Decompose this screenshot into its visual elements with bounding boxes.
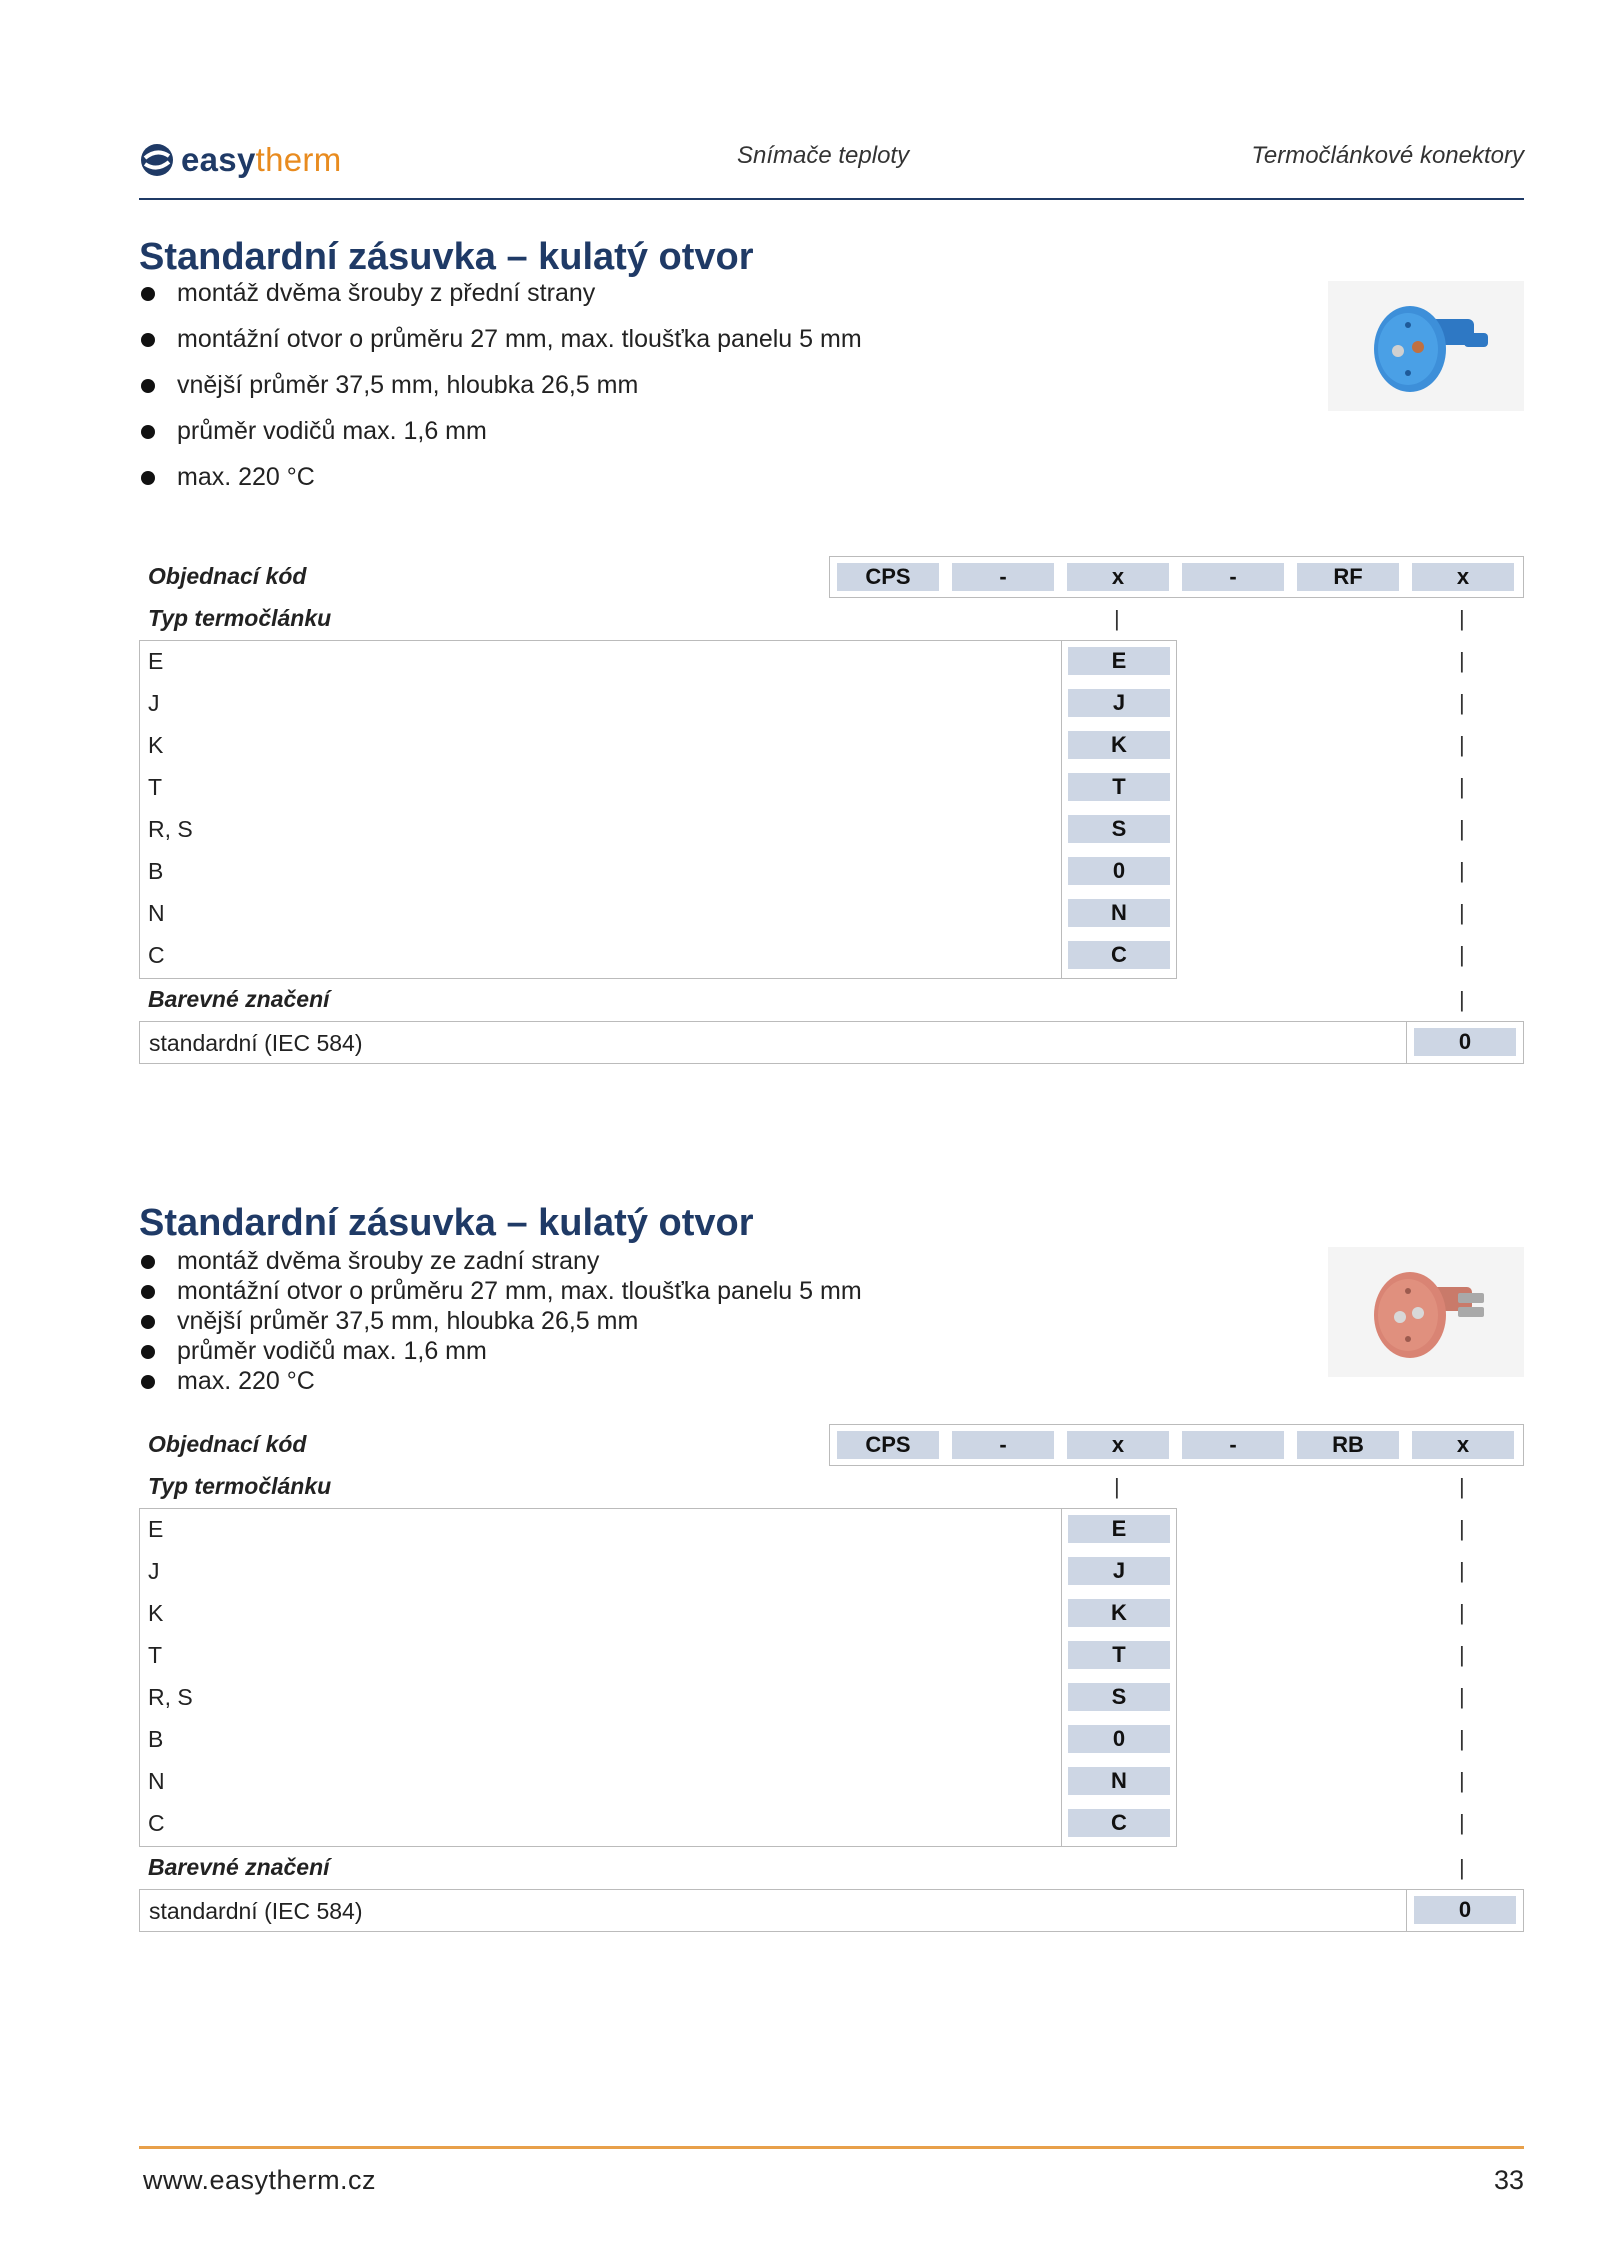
code-segment: RB bbox=[1297, 1431, 1399, 1459]
connector-pipe: | bbox=[1459, 732, 1465, 757]
color-option-name: standardní (IEC 584) bbox=[149, 1898, 363, 1924]
easytherm-logo[interactable] bbox=[139, 138, 341, 182]
type-code: 0 bbox=[1068, 857, 1170, 885]
color-option-row bbox=[139, 1889, 1524, 1932]
connector-pipe: | bbox=[1114, 1474, 1120, 1499]
connector-pipe: | bbox=[1459, 648, 1465, 673]
column-divider bbox=[1406, 1890, 1407, 1931]
type-row bbox=[139, 766, 1524, 808]
code-segment: CPS bbox=[837, 1431, 939, 1459]
connector-pipe: | bbox=[1459, 900, 1465, 925]
type-code: C bbox=[1068, 941, 1170, 969]
type-row bbox=[139, 934, 1524, 976]
section-title: Standardní zásuvka – kulatý otvor bbox=[139, 1202, 754, 1244]
type-row bbox=[139, 892, 1524, 934]
order-code-label: Objednací kód bbox=[148, 1431, 307, 1457]
feature-item: montážní otvor o průměru 27 mm, max. tloušťka panelu 5 mm bbox=[139, 324, 862, 370]
connector-pipe: | bbox=[1459, 1558, 1465, 1583]
page-number: 33 bbox=[1493, 2165, 1524, 2195]
connector-pipe: | bbox=[1459, 987, 1465, 1012]
connector-pipe: | bbox=[1459, 1726, 1465, 1751]
type-name: C bbox=[148, 942, 165, 968]
type-header-row bbox=[139, 1466, 1524, 1508]
type-row bbox=[139, 1760, 1524, 1802]
type-row bbox=[139, 640, 1524, 682]
type-code: C bbox=[1068, 1809, 1170, 1837]
order-code-bar bbox=[829, 556, 1524, 598]
type-code: J bbox=[1068, 689, 1170, 717]
order-code-bar bbox=[829, 1424, 1524, 1466]
type-label: Typ termočlánku bbox=[148, 605, 332, 631]
type-name: R, S bbox=[148, 1684, 193, 1710]
feature-item: montáž dvěma šrouby ze zadní strany bbox=[139, 1246, 862, 1276]
code-segment: x bbox=[1412, 563, 1514, 591]
type-name: K bbox=[148, 1600, 164, 1626]
feature-item: průměr vodičů max. 1,6 mm bbox=[139, 1336, 862, 1366]
feature-item: max. 220 °C bbox=[139, 462, 862, 508]
color-option-code: 0 bbox=[1414, 1028, 1516, 1056]
product-photo bbox=[1328, 281, 1524, 411]
code-segment: x bbox=[1067, 1431, 1169, 1459]
connector-pipe: | bbox=[1459, 606, 1465, 631]
color-label: Barevné značení bbox=[148, 1854, 330, 1880]
section-title: Standardní zásuvka – kulatý otvor bbox=[139, 236, 754, 278]
type-code: E bbox=[1068, 647, 1170, 675]
code-segment: - bbox=[1182, 563, 1284, 591]
type-row bbox=[139, 1508, 1524, 1550]
connector-pipe: | bbox=[1459, 1642, 1465, 1667]
type-code: N bbox=[1068, 899, 1170, 927]
connector-pipe: | bbox=[1459, 1768, 1465, 1793]
type-row bbox=[139, 1718, 1524, 1760]
feature-item: vnější průměr 37,5 mm, hloubka 26,5 mm bbox=[139, 370, 862, 416]
type-row bbox=[139, 1592, 1524, 1634]
type-code: T bbox=[1068, 773, 1170, 801]
header-category: Snímače teploty bbox=[737, 142, 910, 169]
connector-pipe: | bbox=[1459, 1474, 1465, 1499]
connector-pipe: | bbox=[1459, 1516, 1465, 1541]
connector-pipe: | bbox=[1114, 606, 1120, 631]
feature-item: montáž dvěma šrouby z přední strany bbox=[139, 278, 862, 324]
type-row bbox=[139, 1634, 1524, 1676]
type-row bbox=[139, 1550, 1524, 1592]
color-option-row bbox=[139, 1021, 1524, 1064]
feature-list bbox=[139, 1246, 862, 1396]
color-label: Barevné značení bbox=[148, 986, 330, 1012]
type-name: J bbox=[148, 690, 160, 716]
type-code: K bbox=[1068, 1599, 1170, 1627]
type-name: B bbox=[148, 858, 164, 884]
connector-pipe: | bbox=[1459, 774, 1465, 799]
type-code: E bbox=[1068, 1515, 1170, 1543]
code-segment: RF bbox=[1297, 563, 1399, 591]
column-divider bbox=[1406, 1022, 1407, 1063]
order-code-row bbox=[139, 556, 1524, 598]
color-option-code: 0 bbox=[1414, 1896, 1516, 1924]
code-segment: - bbox=[1182, 1431, 1284, 1459]
code-segment: - bbox=[952, 563, 1054, 591]
product-photo bbox=[1328, 1247, 1524, 1377]
color-option-name: standardní (IEC 584) bbox=[149, 1030, 363, 1056]
header-chapter: Termočlánkové konektory bbox=[1251, 142, 1524, 169]
connector-pipe: | bbox=[1459, 690, 1465, 715]
color-header-row bbox=[139, 1847, 1524, 1889]
type-name: C bbox=[148, 1810, 165, 1836]
type-name: B bbox=[148, 1726, 164, 1752]
order-code-row bbox=[139, 1424, 1524, 1466]
code-segment: CPS bbox=[837, 563, 939, 591]
connector-pipe: | bbox=[1459, 1600, 1465, 1625]
type-name: N bbox=[148, 1768, 165, 1794]
type-code: J bbox=[1068, 1557, 1170, 1585]
connector-pipe: | bbox=[1459, 858, 1465, 883]
code-segment: x bbox=[1412, 1431, 1514, 1459]
type-code: T bbox=[1068, 1641, 1170, 1669]
code-segment: - bbox=[952, 1431, 1054, 1459]
type-label: Typ termočlánku bbox=[148, 1473, 332, 1499]
feature-item: vnější průměr 37,5 mm, hloubka 26,5 mm bbox=[139, 1306, 862, 1336]
color-header-row bbox=[139, 979, 1524, 1021]
type-header-row bbox=[139, 598, 1524, 640]
type-name: R, S bbox=[148, 816, 193, 842]
connector-pipe: | bbox=[1459, 816, 1465, 841]
type-code: 0 bbox=[1068, 1725, 1170, 1753]
type-code: K bbox=[1068, 731, 1170, 759]
logo-wordmark: easytherm bbox=[181, 141, 342, 178]
type-row bbox=[139, 682, 1524, 724]
type-row bbox=[139, 724, 1524, 766]
type-row bbox=[139, 808, 1524, 850]
type-name: T bbox=[148, 1642, 163, 1668]
type-row bbox=[139, 850, 1524, 892]
page-header bbox=[139, 130, 1524, 200]
type-row bbox=[139, 1802, 1524, 1844]
page-footer bbox=[139, 2146, 1524, 2195]
code-segment: x bbox=[1067, 563, 1169, 591]
type-name: T bbox=[148, 774, 163, 800]
feature-item: max. 220 °C bbox=[139, 1366, 862, 1396]
type-name: E bbox=[148, 648, 164, 674]
connector-pipe: | bbox=[1459, 1855, 1465, 1880]
easytherm-logo-icon bbox=[139, 142, 175, 178]
type-name: K bbox=[148, 732, 164, 758]
type-code: S bbox=[1068, 1683, 1170, 1711]
connector-pipe: | bbox=[1459, 1684, 1465, 1709]
pink-socket-image bbox=[1328, 1247, 1524, 1377]
blue-socket-image bbox=[1328, 281, 1524, 411]
type-code: S bbox=[1068, 815, 1170, 843]
order-code-label: Objednací kód bbox=[148, 563, 307, 589]
feature-item: montážní otvor o průměru 27 mm, max. tloušťka panelu 5 mm bbox=[139, 1276, 862, 1306]
type-code: N bbox=[1068, 1767, 1170, 1795]
connector-pipe: | bbox=[1459, 1810, 1465, 1835]
website-link[interactable]: www.easytherm.cz bbox=[143, 2165, 377, 2195]
type-name: E bbox=[148, 1516, 164, 1542]
type-name: J bbox=[148, 1558, 160, 1584]
feature-item: průměr vodičů max. 1,6 mm bbox=[139, 416, 862, 462]
connector-pipe: | bbox=[1459, 942, 1465, 967]
type-name: N bbox=[148, 900, 165, 926]
feature-list bbox=[139, 278, 862, 508]
type-row bbox=[139, 1676, 1524, 1718]
